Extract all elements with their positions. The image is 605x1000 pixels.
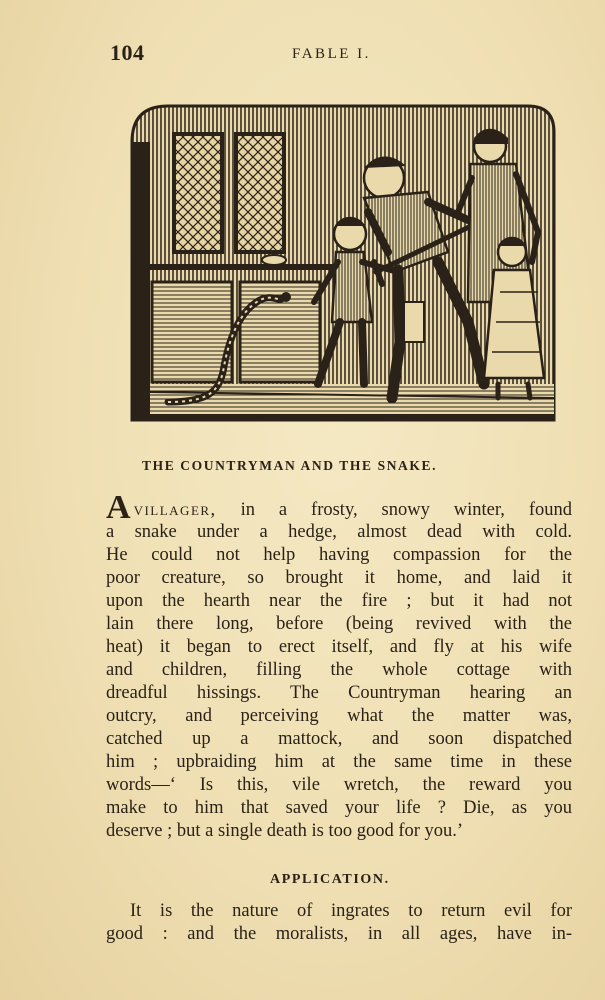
text-line: good : and the moralists, in all ages, have in- [106, 924, 572, 944]
application-heading: APPLICATION. [270, 872, 390, 887]
text-line: deserve ; but a single death is too good for you.’ [106, 821, 464, 841]
drop-cap: A [106, 489, 131, 526]
fable-text [106, 489, 572, 843]
text-line [106, 489, 572, 526]
text-line: him ; upbraiding him at the same time in these [106, 752, 572, 772]
running-head: FABLE I. [292, 46, 371, 62]
text-line: He could not help having compassion for the [106, 545, 572, 565]
text-line: words—‘ Is this, vile wretch, the reward you [106, 775, 572, 795]
text-line: catched up a mattock, and soon dispatched [106, 729, 572, 749]
text-line: outcry, and perceiving what the matter was, [106, 706, 572, 726]
first-word: villager, [133, 500, 217, 520]
text-line: lain there long, before (being revived with the [106, 614, 572, 634]
text-line: heat) it began to erect itself, and fly at his wife [106, 637, 572, 657]
application-text [106, 900, 572, 946]
page-number: 104 [110, 40, 145, 65]
text-line: It is the nature of ingrates to return evil for [130, 901, 572, 921]
text-line: poor creature, so brought it home, and laid it [106, 568, 572, 588]
text-line: dreadful hissings. The Countryman hearing an [106, 683, 572, 703]
text-line-rest: in a frosty, snowy winter, found [216, 500, 572, 520]
text-line: a snake under a hedge, almost dead with cold. [106, 522, 572, 542]
text-line: upon the hearth near the fire ; but it had not [106, 591, 572, 611]
text-line: and children, filling the whole cottage with [106, 660, 572, 680]
text-line: make to him that saved your life ? Die, as you [106, 798, 572, 818]
woodcut-countryman-snake-icon [128, 102, 558, 424]
fable-title: THE COUNTRYMAN AND THE SNAKE. [142, 458, 438, 473]
